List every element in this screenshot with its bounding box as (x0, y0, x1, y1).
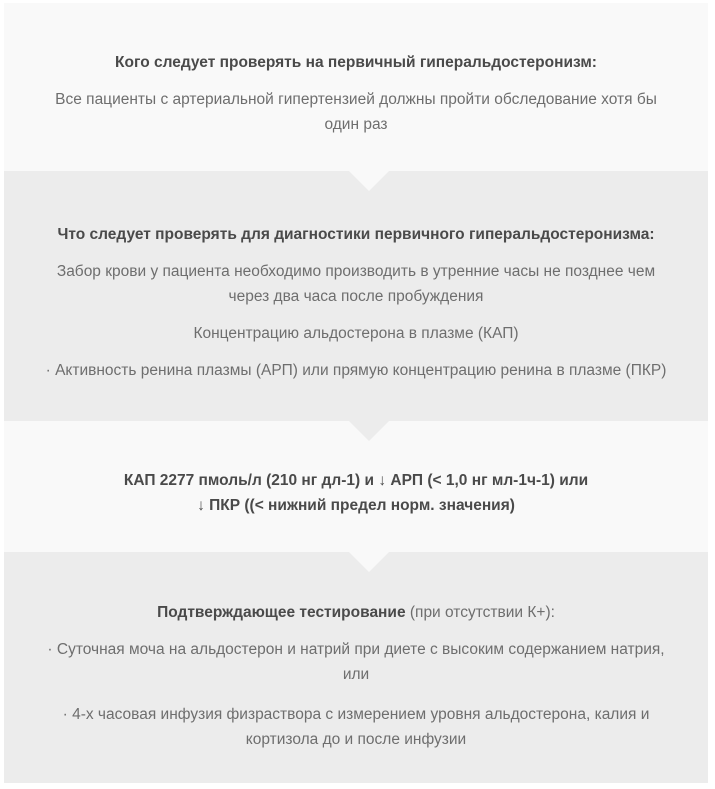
text-line: кортизола до и после инфузии (245, 731, 467, 748)
step-heading (18, 468, 694, 518)
text-line: Забор крови у пациента необходимо производить в утренние часы не позднее чем (56, 263, 656, 280)
step-paragraph (18, 87, 694, 137)
text-line: КАП 2277 пмоль/л (210 нг дл-1) и ↓ АРП (< 1,0 нг мл-1ч-1) или (123, 472, 589, 489)
step-heading (18, 600, 694, 625)
step-paragraph (18, 702, 694, 752)
chevron-down-icon (349, 552, 389, 572)
text-line: или (342, 666, 370, 683)
step-heading: Кого следует проверять на первичный гиперальдостеронизм: (115, 54, 597, 71)
text-line: один раз (324, 116, 388, 133)
heading-regular-part: (при отсутствии К+): (405, 604, 555, 621)
flow-step-who-to-screen (4, 3, 708, 171)
step-heading: Что следует проверять для диагностики первичного гиперальдостеронизма: (57, 226, 655, 243)
text-line: Концентрацию альдостерона в плазме (КАП) (193, 325, 519, 342)
step-paragraph (18, 358, 694, 383)
text-line: · Суточная моча на альдостерон и натрий при диете с высоким содержанием натрия, (47, 641, 665, 658)
flow-step-confirmatory-testing (4, 552, 708, 783)
step-paragraph (18, 259, 694, 309)
text-line: Все пациенты с артериальной гипертензией должны пройти обследование хотя бы (55, 91, 657, 108)
text-line: · 4-х часовая инфузия физраствора с измерением уровня альдостерона, калия и (62, 706, 650, 723)
text-line: ↓ ПКР ((< нижний предел норм. значения) (197, 497, 515, 514)
text-line: · Активность ренина плазмы (АРП) или прямую концентрацию ренина в плазме (ПКР) (45, 362, 667, 379)
aldosteronism-screening-flowchart (4, 3, 708, 783)
text-line: через два часа после пробуждения (228, 288, 484, 305)
step-paragraph (18, 321, 694, 346)
flow-step-criteria (4, 421, 708, 552)
chevron-down-icon (349, 171, 389, 191)
heading-bold-part: Подтверждающее тестирование (157, 604, 406, 621)
step-paragraph (18, 637, 694, 687)
chevron-down-icon (349, 421, 389, 441)
flow-step-what-to-test (4, 171, 708, 421)
